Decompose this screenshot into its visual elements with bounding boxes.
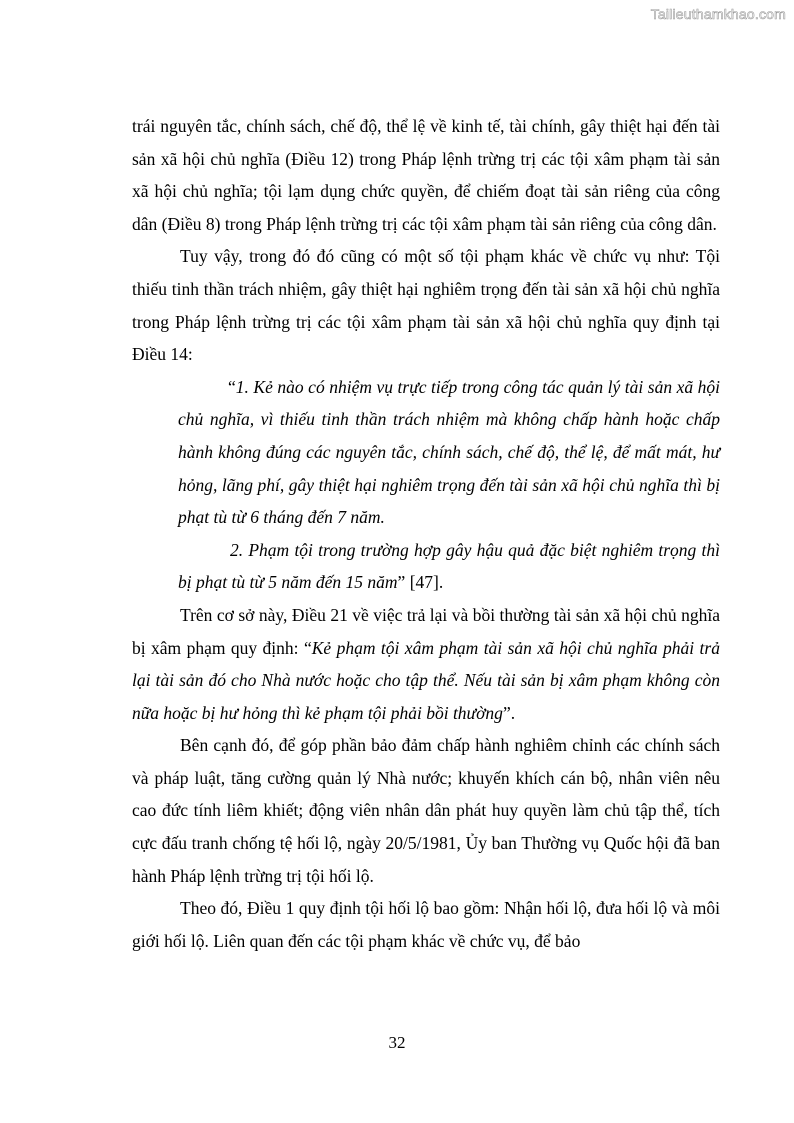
paragraph-article-1: Theo đó, Điều 1 quy định tội hối lộ bao gồm: Nhận hối lộ, đưa hối lộ và môi giới hối lộ. Liên quan đến các tội phạm khác về chức vụ, để bảo xyxy=(132,898,720,951)
quote-clause-2-text: 2. Phạm tội trong trường hợp gây hậu quả đặc biệt nghiêm trọng thì bị phạt tù từ 5 năm đến 15 năm xyxy=(178,539,720,593)
paragraph-article-21 xyxy=(132,599,720,729)
quote-close-citation: ” [47]. xyxy=(397,572,444,593)
article-21-quote: Kẻ phạm tội xâm phạm tài sản xã hội chủ nghĩa phải trả lại tài sản đó cho Nhà nước hoặc cho tập thể. Nếu tài sản bị xâm phạm không còn nữa hoặc bị hư hỏng thì kẻ phạm tội phải bồi thường xyxy=(132,637,720,723)
page-number: 32 xyxy=(388,1033,406,1052)
paragraph-offence-list: Tuy vậy, trong đó đó cũng có một số tội phạm khác về chức vụ như: Tội thiếu tinh thần trách nhiệm, gây thiệt hại nghiêm trọng đến tài sản xã hội chủ nghĩa trong Pháp lệnh trừng trị các tội xâm phạm tài sản xã hội chủ nghĩa quy định tại Điều 14: xyxy=(132,246,720,365)
quote-open-mark: “ xyxy=(228,376,236,397)
article-21-lead: Trên cơ sở này, Điều 21 về việc trả lại và bồi thường tài sản xã hội chủ nghĩa bị xâm phạm quy định: “ xyxy=(132,604,720,658)
quote-clause-2 xyxy=(132,534,720,599)
quote-clause-1 xyxy=(132,371,720,534)
paragraph-continuation: trái nguyên tắc, chính sách, chế độ, thể lệ về kinh tế, tài chính, gây thiệt hại đến tài sản xã hội chủ nghĩa (Điều 12) trong Pháp lệnh trừng trị các tội xâm phạm tài sản xã hội chủ nghĩa; tội lạm dụng chức quyền, để chiếm đoạt tài sản riêng của công dân (Điều 8) trong Pháp lệnh trừng trị các tội xâm phạm tài sản riêng của công dân. xyxy=(132,116,720,234)
watermark: Tailieuthamkhao.com xyxy=(650,6,786,22)
paragraph-bribery-ordinance: Bên cạnh đó, để góp phần bảo đảm chấp hành nghiêm chỉnh các chính sách và pháp luật, tăng cường quản lý Nhà nước; khuyến khích cán bộ, nhân viên nêu cao đức tính liêm khiết; động viên nhân dân phát huy quyền làm chủ tập thể, tích cực đấu tranh chống tệ hối lộ, ngày 20/5/1981, Ủy ban Thường vụ Quốc hội đã ban hành Pháp lệnh trừng trị tội hối lộ. xyxy=(132,735,720,886)
document-body xyxy=(132,110,720,957)
quote-clause-1-text: 1. Kẻ nào có nhiệm vụ trực tiếp trong công tác quản lý tài sản xã hội chủ nghĩa, vì thiếu tinh thần trách nhiệm mà không chấp hành hoặc chấp hành không đúng các nguyên tắc, chính sách, chế độ, thể lệ, để mất mát, hư hỏng, lãng phí, gây thiệt hại nghiêm trọng đến tài sản xã hội chủ nghĩa thì bị phạt tù từ 6 tháng đến 7 năm. xyxy=(178,376,720,528)
article-21-close: ”. xyxy=(502,702,516,723)
